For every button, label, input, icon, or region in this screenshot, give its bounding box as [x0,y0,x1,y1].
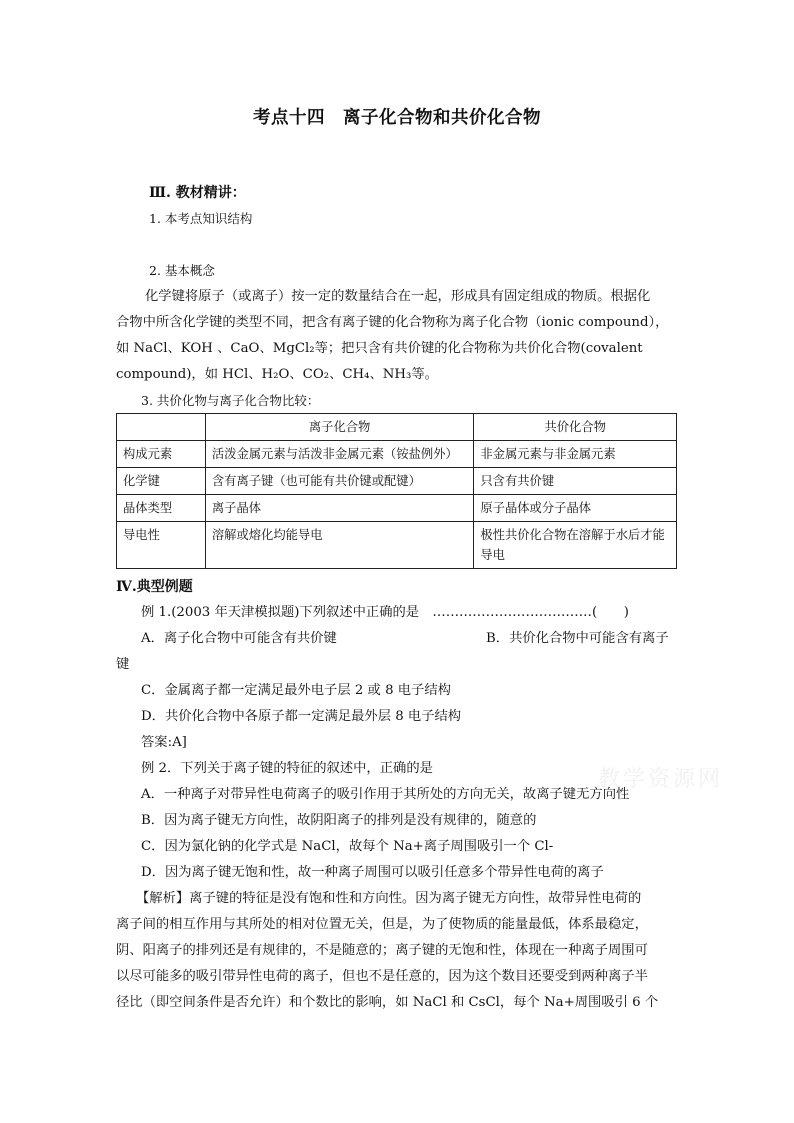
table-cell: 化学键 [117,468,206,495]
table-header-cell: 离子化合物 [205,414,474,441]
section-heading-3: Ⅲ. 教材精讲： [149,185,246,201]
example-2-option-a: A．一种离子对带异性电荷离子的吸引作用于其所处的方向无关，故离子键无方向性 [141,787,630,802]
table-row [117,495,677,522]
concept-line-4: compound)，如 HCl、H₂O、CO₂、CH₄、NH₃等。 [116,367,438,382]
section-heading-4: Ⅳ.典型例题 [116,579,193,595]
item-comparison: 3. 共价化物与离子化合物比较： [141,393,320,408]
table-cell: 非金属元素与非金属元素 [474,441,677,468]
example-1-answer: 答案:A] [141,735,187,750]
example-1-option-d: D．共价化合物中各原子都一定满足最外层 8 电子结构 [141,709,462,724]
concept-line-2: 合物中所含化学键的类型不同，把含有离子键的化合物称为离子化合物（ionic compound）， [116,315,669,330]
analysis-line-4: 以尽可能多的吸引带异性电荷的离子，但也不是任意的，因为这个数目还要受到两种离子半 [116,969,648,984]
page-title: 考点十四 离子化合物和共价化合物 [253,108,541,128]
table-header-row [117,414,677,441]
table-cell: 构成元素 [117,441,206,468]
analysis-line-5: 径比（即空间条件是否允许）和个数比的影响，如 NaCl 和 CsCl，每个 Na+周围吸引 6 个 [116,995,659,1010]
example-1-stem: 例 1.(2003 年天津模拟题)下列叙述中正确的是 ………………………………( ) [141,605,629,620]
table-cell: 活泼金属元素与活泼非金属元素（铵盐例外） [205,441,474,468]
analysis-line-2: 离子间的相互作用与其所处的相对位置无关，但是，为了使物质的能量最低，体系最稳定， [116,917,648,932]
analysis-line-3: 阴、阳离子的排列还是有规律的，不是随意的；离子键的无饱和性，体现在一种离子周围可 [116,943,648,958]
item-knowledge-structure: 1. 本考点知识结构 [149,211,253,226]
table-row [117,441,677,468]
concept-line-3: 如 NaCl、KOH 、CaO、MgCl₂等；把只含有共价键的化合物称为共价化合物(covalent [116,341,643,356]
example-1-option-a: A．离子化合物中可能含有共价键 [141,631,337,646]
table-cell: 溶解或熔化均能导电 [205,522,474,569]
item-basic-concepts: 2. 基本概念 [149,263,215,278]
analysis-line-1: 【解析】离子键的特征是没有饱和性和方向性。因为离子键无方向性，故带异性电荷的 [136,891,642,906]
example-1-option-b-wrap: 键 [116,657,130,672]
example-1-option-c: C．金属离子都一定满足最外电子层 2 或 8 电子结构 [141,683,451,698]
example-2-stem: 例 2．下列关于离子键的特征的叙述中，正确的是 [141,761,433,776]
concept-line-1: 化学键将原子（或离子）按一定的数量结合在一起，形成具有固定组成的物质。根据化 [145,289,651,304]
table-cell: 离子晶体 [205,495,474,522]
table-row [117,522,677,569]
table-cell: 极性共价化合物在溶解于水后才能导电 [474,522,677,569]
example-2-option-c: C．因为氯化钠的化学式是 NaCl，故每个 Na+离子周围吸引一个 Cl- [141,839,554,854]
table-cell: 含有离子键（也可能有共价键或配键） [205,468,474,495]
table-cell: 原子晶体或分子晶体 [474,495,677,522]
example-1-option-b: B．共价化合物中可能含有离子 [486,631,669,646]
table-cell: 只含有共价键 [474,468,677,495]
table-header-cell [117,414,206,441]
table-cell: 导电性 [117,522,206,569]
table-cell: 晶体类型 [117,495,206,522]
comparison-table [116,413,677,569]
table-row [117,468,677,495]
table-header-cell: 共价化合物 [474,414,677,441]
example-2-option-b: B．因为离子键无方向性，故阴阳离子的排列是没有规律的，随意的 [141,813,537,828]
watermark: 教学资源网 [598,767,724,792]
example-2-option-d: D．因为离子键无饱和性，故一种离子周围可以吸引任意多个带异性电荷的离子 [141,865,604,880]
